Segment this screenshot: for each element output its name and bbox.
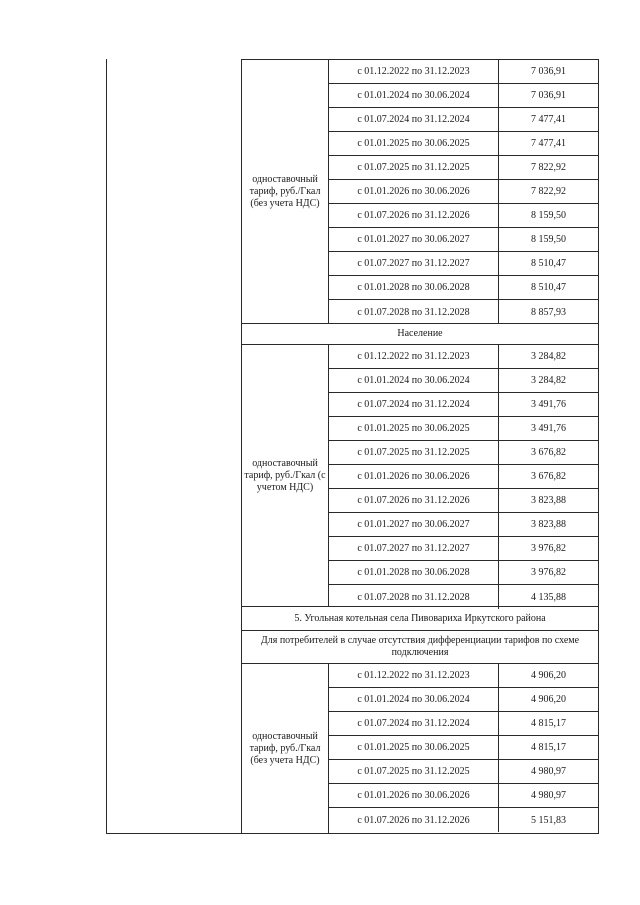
period-cell: с 01.01.2024 по 30.06.2024 [329,369,499,392]
value-cell: 4 906,20 [531,670,566,681]
value-cell: 7 036,91 [531,66,566,77]
tariff-section-1 [242,59,598,323]
value-cell: 8 159,50 [531,210,566,221]
table-row [329,808,598,832]
period-cell: с 01.01.2025 по 30.06.2025 [329,417,499,440]
value-cell: 4 815,17 [531,718,566,729]
value-cell: 5 151,83 [531,814,566,826]
table-row [329,204,598,228]
table-row [329,537,598,561]
period-cell: с 01.07.2025 по 31.12.2025 [329,156,499,179]
value-cell: 4 815,17 [531,742,566,753]
value-cell: 3 284,82 [531,351,566,362]
table-row [329,441,598,465]
table-row [329,489,598,513]
table-row [329,417,598,441]
period-cell: с 01.12.2022 по 31.12.2023 [329,60,499,83]
period-cell: с 01.07.2026 по 31.12.2026 [329,808,499,832]
value-cell: 3 676,82 [531,447,566,458]
table-row [329,132,598,156]
table-row [329,108,598,132]
table-row [329,760,598,784]
period-cell: с 01.07.2024 по 31.12.2024 [329,712,499,735]
table-row [329,561,598,585]
table-row [329,60,598,84]
value-cell: 7 822,92 [531,186,566,197]
period-cell: с 01.01.2024 по 30.06.2024 [329,84,499,107]
table-row [329,784,598,808]
value-cell: 3 284,82 [531,375,566,386]
population-band: Население [242,323,598,345]
value-cell: 4 135,88 [531,591,566,603]
tariff-table [106,59,599,834]
period-rows [329,345,598,609]
value-cell: 7 036,91 [531,90,566,101]
period-cell: с 01.07.2025 по 31.12.2025 [329,441,499,464]
boiler-title-band: 5. Угольная котельная села Пивовариха Иркутского района [242,606,598,631]
value-cell: 3 491,76 [531,399,566,410]
period-cell: с 01.01.2026 по 30.06.2026 [329,784,499,807]
tariff-type-cell: одноставочный тариф, руб./Гкал (с учетом НДС) [242,345,329,606]
tariff-type-cell: одноставочный тариф, руб./Гкал (без учета НДС) [242,664,329,833]
value-cell: 8 857,93 [531,306,566,318]
period-cell: с 01.07.2026 по 31.12.2026 [329,204,499,227]
value-cell: 7 822,92 [531,162,566,173]
value-cell: 7 477,41 [531,114,566,125]
period-cell: с 01.07.2024 по 31.12.2024 [329,393,499,416]
period-cell: с 01.07.2025 по 31.12.2025 [329,760,499,783]
tariff-type-cell: одноставочный тариф, руб./Гкал (без учета НДС) [242,60,329,323]
period-cell: с 01.07.2028 по 31.12.2028 [329,585,499,609]
value-cell: 8 510,47 [531,282,566,293]
value-cell: 4 980,97 [531,766,566,777]
tariff-section-3 [242,664,598,833]
value-cell: 7 477,41 [531,138,566,149]
value-cell: 4 980,97 [531,790,566,801]
organization-column [107,59,242,833]
table-row [329,369,598,393]
period-cell: с 01.01.2026 по 30.06.2026 [329,465,499,488]
period-cell: с 01.07.2027 по 31.12.2027 [329,537,499,560]
period-cell: с 01.01.2024 по 30.06.2024 [329,688,499,711]
table-row [329,688,598,712]
consumers-note-band: Для потребителей в случае отсутствия дифференциации тарифов по схеме подключения [242,630,598,664]
period-cell: с 01.01.2028 по 30.06.2028 [329,276,499,299]
value-cell: 4 906,20 [531,694,566,705]
tariff-section-2 [242,345,598,606]
table-row [329,300,598,324]
period-cell: с 01.07.2026 по 31.12.2026 [329,489,499,512]
value-cell: 3 976,82 [531,567,566,578]
period-cell: с 01.01.2027 по 30.06.2027 [329,513,499,536]
period-cell: с 01.01.2027 по 30.06.2027 [329,228,499,251]
period-cell: с 01.07.2027 по 31.12.2027 [329,252,499,275]
table-row [329,228,598,252]
table-row [329,276,598,300]
period-cell: с 01.07.2028 по 31.12.2028 [329,300,499,324]
table-row [329,465,598,489]
table-row [329,252,598,276]
period-cell: с 01.07.2024 по 31.12.2024 [329,108,499,131]
table-row [329,180,598,204]
value-cell: 3 823,88 [531,495,566,506]
period-cell: с 01.12.2022 по 31.12.2023 [329,664,499,687]
period-cell: с 01.01.2028 по 30.06.2028 [329,561,499,584]
value-cell: 3 976,82 [531,543,566,554]
value-cell: 8 159,50 [531,234,566,245]
period-cell: с 01.01.2026 по 30.06.2026 [329,180,499,203]
table-row [329,156,598,180]
table-row [329,712,598,736]
period-rows [329,60,598,324]
period-cell: с 01.12.2022 по 31.12.2023 [329,345,499,368]
table-row [329,664,598,688]
value-cell: 3 491,76 [531,423,566,434]
table-row [329,736,598,760]
value-cell: 3 676,82 [531,471,566,482]
value-cell: 8 510,47 [531,258,566,269]
period-cell: с 01.01.2025 по 30.06.2025 [329,132,499,155]
value-cell: 3 823,88 [531,519,566,530]
table-row [329,393,598,417]
period-cell: с 01.01.2025 по 30.06.2025 [329,736,499,759]
table-row [329,513,598,537]
period-rows [329,664,598,832]
table-row [329,345,598,369]
table-row [329,84,598,108]
